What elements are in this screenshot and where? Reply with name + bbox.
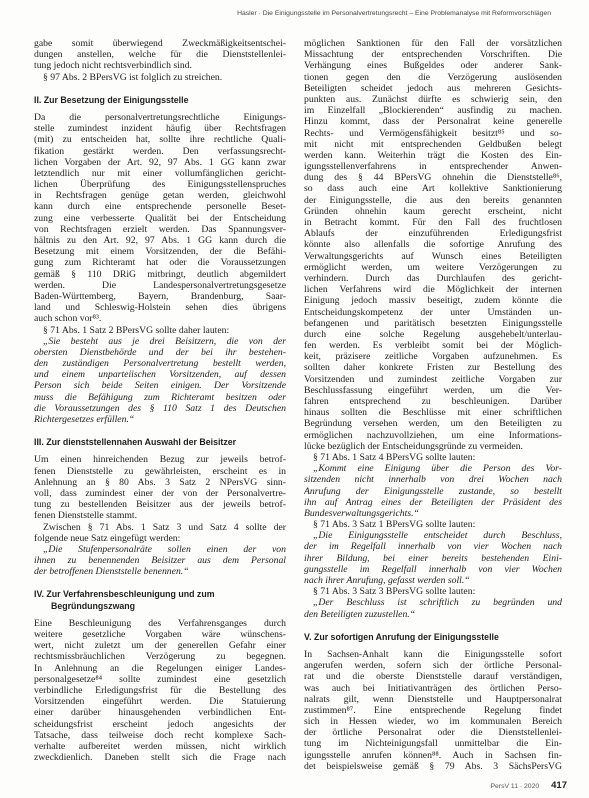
text-line: fahren entsprechend zu beschleunigen. Darüber bbox=[304, 396, 562, 407]
text-line: det beispielsweise gemäß § 79 Abs. 3 SächsPersVG bbox=[304, 760, 562, 772]
paragraph bbox=[34, 325, 286, 336]
text-line: gung zum Richteramt hat oder die Voraussetzungen bbox=[34, 257, 286, 269]
text-line: Gründen ohnehin kaum gerecht erscheint, nicht bbox=[304, 205, 562, 217]
text-line: personalgesetze⁸⁴ sollte zumindest eine gesetzlich bbox=[34, 673, 286, 685]
text-line: lichen Vorgaben der Art. 92, 97 Abs. 1 GG kann zwar bbox=[34, 156, 286, 168]
text-line: „Kommt eine Einigung über die Person des Vor- bbox=[313, 463, 562, 475]
paragraph bbox=[34, 618, 286, 763]
paragraph bbox=[34, 522, 286, 544]
text-line: punkten aus. Zunächst dürfte es schwierig sein, den bbox=[304, 93, 562, 105]
left-column bbox=[34, 38, 286, 763]
text-line: zustimmen⁸⁷. Eine entsprechende Regelung findet bbox=[304, 704, 562, 716]
page-number: 417 bbox=[551, 780, 567, 791]
text-line: gabe somit überwiegend Zweckmäßigkeitsentschei- bbox=[34, 38, 286, 49]
text-line: § 97 Abs. 2 BPersVG ist folglich zu streichen. bbox=[43, 71, 223, 83]
text-line: In Sachsen-Anhalt kann die Einigungsstelle sofort bbox=[304, 648, 562, 660]
text-line: gungsstelle im Regelfall innerhalb von vier Wochen bbox=[304, 563, 562, 575]
text-line: Baden-Württemberg, Bayern, Brandenburg, Saar- bbox=[34, 290, 286, 302]
section-heading bbox=[34, 589, 286, 611]
paragraph bbox=[34, 38, 286, 72]
running-head: Hasler · Die Einigungsstelle im Personalvertretungsrecht – Eine Problemanalyse mit Reformvorschlägen bbox=[237, 10, 551, 17]
text-line: der betroffenen Dienststelle benennen.“ bbox=[34, 566, 189, 578]
text-line: könnte also allenfalls die sofortige Anrufung des bbox=[304, 239, 562, 251]
text-line: obersten Dienstbehörde und der bei ihr bestehen- bbox=[34, 346, 286, 358]
text-line: Eine Beschleunigung des Verfahrensganges durch bbox=[34, 617, 286, 629]
text-line: muss die Befähigung zum Richteramt besitzen oder bbox=[34, 391, 286, 403]
text-line: Einigung jedoch massiv beseitigt, zudem könnte die bbox=[304, 295, 562, 307]
paragraph bbox=[304, 586, 562, 597]
section-heading bbox=[304, 632, 562, 643]
text-line: Verwaltungsgerichts auf Wunsch eines Beteiligten bbox=[304, 250, 562, 262]
text-line: durch eine solche Regelung ausgehebelt/unterlau- bbox=[304, 328, 562, 340]
text-line: Ablaufs der einzuführenden Erledigungsfrist bbox=[304, 228, 562, 240]
text-line: einer darüber hinausgehenden verbindlichen Ent- bbox=[34, 707, 286, 719]
heading-line: IV. Zur Verfahrensbeschleunigung und zum bbox=[34, 589, 215, 600]
heading-line: II. Zur Besetzung der Einigungsstelle bbox=[34, 94, 189, 105]
text-line: Besetzung mit einem Vorsitzenden, der die Befähi- bbox=[34, 246, 286, 258]
text-line: der im Regelfall innerhalb von vier Wochen nach bbox=[304, 541, 562, 553]
text-line: weitere gesetzliche Vorgaben wäre wünschens- bbox=[34, 629, 286, 640]
text-line: Beschlussfassung eingeführt werden, um die Ver- bbox=[304, 384, 562, 396]
text-line: zung eine verbesserte Qualität bei der Entscheidung bbox=[34, 212, 286, 224]
text-line: was auch bei Initiativanträgen des örtlichen Perso- bbox=[304, 682, 562, 694]
text-line: verbindliche Erledigungsfrist für die Bestellung des bbox=[34, 684, 286, 696]
text-line: Verhängung eines Bußgeldes oder anderer Sank- bbox=[304, 60, 562, 72]
text-line: fenen Dienststelle stammt. bbox=[34, 510, 138, 522]
text-line: Hinzu kommt, dass der Personalrat keine generelle bbox=[304, 116, 562, 128]
text-line: folgende neue Satz eingefügt werden: bbox=[34, 532, 181, 544]
paragraph bbox=[304, 649, 562, 772]
text-line: „Die Einigungsstelle entscheidet durch Beschluss, bbox=[313, 530, 562, 542]
statute-quote bbox=[304, 597, 562, 619]
statute-quote bbox=[34, 544, 286, 578]
text-line: „Die Stufenpersonalräte sollen einen der von bbox=[43, 543, 286, 555]
text-line: gemäß § 110 DRiG mitbringt, deutlich abgemildert bbox=[34, 268, 286, 280]
text-line: Tatsache, dass teilweise doch recht komplexe Sach- bbox=[34, 729, 286, 741]
text-line: verhalte aufbereitet werden müssen, nicht wirklich bbox=[34, 740, 286, 752]
text-line: igungsstelle anrufen können⁸⁸. Auch in Sachsen fin- bbox=[304, 749, 562, 761]
text-line: (mit) zu entscheiden hat, sollte ihre rechtliche Quali- bbox=[34, 134, 286, 146]
text-line: ihn auf Antrag eines der Beteiligten der Präsident des bbox=[304, 496, 562, 508]
text-line: Anrufung der Einigungsstelle zustande, so bestellt bbox=[304, 485, 562, 497]
text-line: ermöglicht werden, um weitere Verzögerungen zu bbox=[304, 261, 562, 273]
text-line: verhindern. Durch das Durchlaufen des gericht- bbox=[304, 272, 562, 284]
text-line: lücke bezüglich der Entscheidungsgründe zu vermeiden. bbox=[304, 440, 523, 452]
text-line: Zwischen § 71 Abs. 1 Satz 3 und Satz 4 sollte der bbox=[43, 521, 286, 533]
text-line: land und Schleswig-Holstein sehen dies übrigens bbox=[34, 302, 286, 314]
text-line: letztendlich nur mit einer vollumfänglichen gericht- bbox=[34, 167, 286, 179]
text-line: befangenen und paritätisch besetzten Einigungsstelle bbox=[304, 317, 562, 329]
text-line: ihrer Bildung, bei einer bereits bestehenden Eini- bbox=[304, 552, 562, 564]
heading-line: III. Zur dienststellennahen Auswahl der Beisitzer bbox=[34, 437, 237, 448]
text-line: tionen gegen den die Verzögerung auslösenden bbox=[304, 71, 562, 83]
text-line: dungen anstellen, welche für die Dienststellenlei- bbox=[34, 49, 286, 61]
paragraph bbox=[34, 112, 286, 325]
text-line: Begründung versehen werden, um den Beteiligten zu bbox=[304, 418, 562, 430]
text-line: mit nicht mit entsprechenden Geldbußen belegt bbox=[304, 138, 562, 150]
text-line: Missachtung der entsprechenden Vorschriften. Die bbox=[304, 49, 562, 61]
text-line: den Beteiligten zuzustellen.“ bbox=[304, 608, 416, 620]
text-line: auch schon vor⁸³. bbox=[34, 313, 102, 325]
text-line: „Sie besteht aus je drei Beisitzern, die von der bbox=[43, 335, 286, 347]
text-line: tung im Nichteinigungsfall unmittelbar die Ein- bbox=[304, 738, 562, 750]
text-line: in Rechtsfragen genüge getan werden, gleichwohl bbox=[34, 190, 286, 202]
text-line: Rechts- und Vermögensfähigkeit besitzt⁸⁵ und so- bbox=[304, 127, 562, 139]
page-footer bbox=[491, 780, 567, 792]
statute-quote bbox=[304, 463, 562, 519]
text-line: stelle zumindest inzident häufig über Rechtsfragen bbox=[34, 123, 286, 135]
text-line: Bundesverwaltungsgerichts.“ bbox=[304, 507, 419, 519]
text-line: dung des § 44 BPersVG ohnehin die Dienststelle⁸⁶, bbox=[304, 172, 562, 184]
text-line: tung jedoch nicht rechtsverbindlich sind. bbox=[34, 60, 192, 72]
text-line: § 71 Abs. 1 Satz 2 BPersVG sollte daher lauten: bbox=[43, 324, 230, 336]
text-line: sollten daher konkrete Fristen zur Bestellung des bbox=[304, 362, 562, 374]
paragraph bbox=[304, 452, 562, 463]
text-line: Anlehnung an § 80 Abs. 3 Satz 2 NPersVG sinn- bbox=[34, 476, 286, 488]
text-line: in Betracht kommt. Für den Fall des fruchtlosen bbox=[304, 217, 562, 228]
text-line: Entscheidungskompetenz der unter Umständen un- bbox=[304, 306, 562, 318]
text-line: lichen Verfahrens wird die Möglichkeit der internen bbox=[304, 284, 562, 296]
text-line: Person sich beide Seiten einigen. Der Vorsitzende bbox=[34, 380, 286, 392]
text-line: „Der Beschluss ist schriftlich zu begründen und bbox=[313, 597, 562, 609]
heading-line: V. Zur sofortigen Anrufung der Einigungsstelle bbox=[304, 631, 499, 642]
text-line: Vorsitzenden und zumindest zeitliche Vorgaben zur bbox=[304, 373, 562, 385]
statute-quote bbox=[34, 336, 286, 426]
text-line: fikation gestärkt werden. Den verfassungsrecht- bbox=[34, 145, 286, 157]
text-line: fenen Dienststelle zu gewährleisten, erscheint es in bbox=[34, 465, 286, 477]
text-line: den zuständigen Personalvertretung bestellt werden, bbox=[34, 358, 286, 370]
paragraph bbox=[304, 519, 562, 530]
text-line: Da die personalvertretungsrechtliche Einigungs- bbox=[34, 111, 286, 123]
text-line: sich in Hessen wieder, wo im kommunalen Bereich bbox=[304, 716, 562, 728]
text-line: kann durch eine entsprechende personelle Beset- bbox=[34, 201, 286, 213]
text-line: ermöglichen nachzuvollziehen, um eine Informations- bbox=[304, 429, 562, 441]
text-line: sitzenden nicht innerhalb von drei Wochen nach bbox=[304, 474, 562, 486]
text-line: zweckdienlich. Daneben stellt sich die Frage nach bbox=[34, 752, 286, 764]
text-line: Vorsitzenden eingeführt werden. Die Statuierung bbox=[34, 696, 286, 708]
paragraph bbox=[304, 38, 562, 452]
text-line: § 71 Abs. 1 Satz 4 BPersVG sollte lauten: bbox=[313, 451, 476, 463]
text-line: im Einzelfall „Blockierenden“ ausfindig zu machen. bbox=[304, 105, 562, 117]
section-heading bbox=[34, 437, 286, 448]
text-line: Richtergesetzes erfüllen.“ bbox=[34, 414, 135, 425]
text-line: keit, präzisere zeitliche Vorgaben aufzunehmen. Es bbox=[304, 351, 562, 363]
text-line: so dass auch eine Art kollektive Sanktionierung bbox=[304, 183, 562, 195]
text-line: igungsstellenverfahrens in entsprechender Anwen- bbox=[304, 161, 562, 173]
heading-line: Begründungszwang bbox=[51, 600, 136, 611]
text-line: hinaus sollten die Beschlüsse mit einer schriftlichen bbox=[304, 407, 562, 419]
paragraph bbox=[34, 72, 286, 83]
journal-issue: PersV 11 · 2020 bbox=[490, 783, 540, 790]
text-line: werden. Die Landespersonalvertretungsgesetze bbox=[34, 279, 286, 291]
statute-quote bbox=[304, 530, 562, 586]
text-line: scheidungsfrist erscheint jedoch angesichts der bbox=[34, 718, 286, 730]
text-line: rechtsmissbräuchlichen Verzögerung zu begegnen. bbox=[34, 651, 286, 663]
text-line: tung zu bestellenden Beisitzer aus der jeweils betrof- bbox=[34, 499, 286, 511]
text-line: ihnen zu benennenden Beisitzer aus dem Personal bbox=[34, 555, 286, 567]
text-line: Um einen hinreichenden Bezug zur jeweils betrof- bbox=[34, 454, 286, 466]
text-line: die Voraussetzungen des § 110 Satz 1 des Deutschen bbox=[34, 402, 286, 414]
text-line: angerufen werden, sofern sich der örtliche Personal- bbox=[304, 660, 562, 672]
text-line: wert, nicht zuletzt um der generellen Gefahr einer bbox=[34, 640, 286, 652]
text-line: § 71 Abs. 3 Satz 3 BPersVG sollte lauten: bbox=[313, 586, 476, 598]
text-line: der Einigungsstelle, die aus den bereits genannten bbox=[304, 194, 562, 206]
text-line: nalrats gilt, wenn Dienststelle und Hauptpersonalrat bbox=[304, 693, 562, 705]
text-line: lichen Überprüfung des Einigungsstellenspruches bbox=[34, 179, 286, 191]
text-line: § 71 Abs. 3 Satz 1 BPersVG sollte lauten: bbox=[313, 519, 476, 531]
text-line: Beteiligten scheidet jedoch aus mehreren Gesichts- bbox=[304, 82, 562, 94]
text-line: In Anlehnung an die Regelungen einiger Landes- bbox=[34, 662, 286, 674]
text-line: werden kann. Weiterhin trägt die Kosten des Ein- bbox=[304, 149, 562, 161]
section-heading bbox=[34, 95, 286, 106]
text-line: nach ihrer Anrufung, gefasst werden soll.“ bbox=[304, 575, 470, 586]
text-line: fen werden. Es verbleibt somit bei der Möglich- bbox=[304, 340, 562, 352]
text-line: hältnis zu den Art. 92, 97 Abs. 1 GG kann durch die bbox=[34, 235, 286, 246]
text-line: voll, dass zumindest einer der von der Personalvertre- bbox=[34, 487, 286, 499]
text-line: möglichen Sanktionen für den Fall der vorsätzlichen bbox=[304, 38, 562, 49]
text-line: der örtliche Personalrat oder die Dienststellenlei- bbox=[304, 727, 562, 739]
text-line: von Rechtsfragen erzielt werden. Das Spannungsver- bbox=[34, 223, 286, 235]
right-column bbox=[304, 38, 562, 772]
text-line: und einem unparteiischen Vorsitzenden, auf dessen bbox=[34, 369, 286, 381]
text-line: rat und die oberste Dienststelle darauf verständigen, bbox=[304, 671, 562, 683]
paragraph bbox=[34, 454, 286, 521]
